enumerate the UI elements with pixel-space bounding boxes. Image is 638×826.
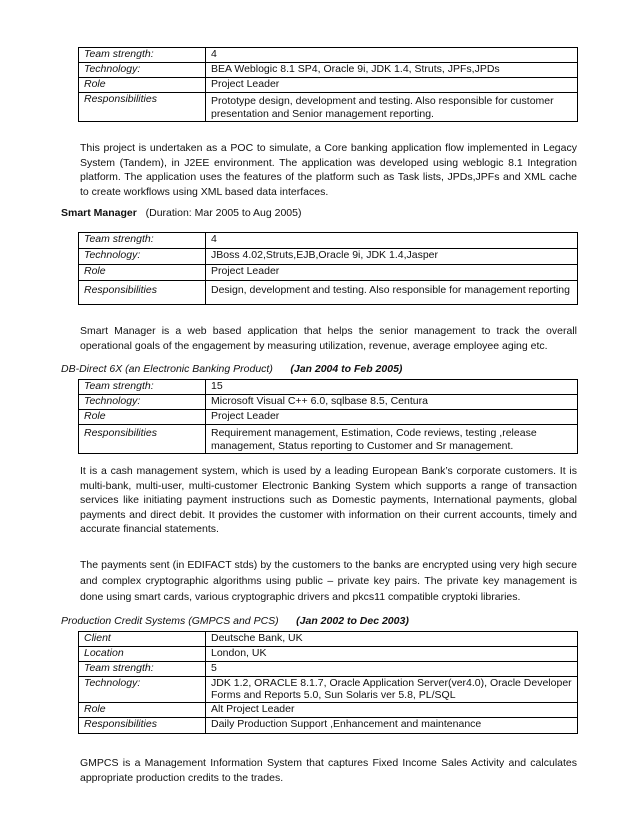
row-value: JDK 1.2, ORACLE 8.1.7, Oracle Application Server(ver4.0), Oracle Developer Forms and Reports 5.0, Sun Solaris ver 5.8, PL/SQL <box>206 677 578 703</box>
table-row <box>79 93 578 122</box>
row-value: Deutsche Bank, UK <box>206 632 578 647</box>
project-heading-production-credit <box>61 615 409 627</box>
row-value: Prototype design, development and testing. Also responsible for customer presentation and Senior management reporting. <box>206 93 578 122</box>
table-row <box>79 677 578 703</box>
row-label: Technology: <box>79 249 206 265</box>
table-row <box>79 395 578 410</box>
project-heading-db-direct <box>61 363 402 375</box>
row-label: Team strength: <box>79 233 206 249</box>
row-value: 15 <box>206 380 578 395</box>
row-label: Team strength: <box>79 662 206 677</box>
row-label: Team strength: <box>79 48 206 63</box>
project-duration: (Jan 2004 to Feb 2005) <box>290 363 403 375</box>
row-value: Alt Project Leader <box>206 703 578 718</box>
row-value: BEA Weblogic 8.1 SP4, Oracle 9i, JDK 1.4, Struts, JPFs,JPDs <box>206 63 578 78</box>
row-label: Responsibilities <box>79 718 206 734</box>
table-row <box>79 78 578 93</box>
row-value: Microsoft Visual C++ 6.0, sqlbase 8.5, Centura <box>206 395 578 410</box>
row-label: Responsibilities <box>79 93 206 122</box>
table-row <box>79 410 578 425</box>
project-details-table-3 <box>78 379 578 454</box>
table-row <box>79 662 578 677</box>
table-row <box>79 48 578 63</box>
row-label: Team strength: <box>79 380 206 395</box>
row-value: JBoss 4.02,Struts,EJB,Oracle 9i, JDK 1.4,Jasper <box>206 249 578 265</box>
project-duration: (Jan 2002 to Dec 2003) <box>296 615 409 627</box>
row-label: Role <box>79 265 206 281</box>
table-row <box>79 380 578 395</box>
row-value: 4 <box>206 48 578 63</box>
row-label: Role <box>79 410 206 425</box>
row-value: Daily Production Support ,Enhancement and maintenance <box>206 718 578 734</box>
row-label: Client <box>79 632 206 647</box>
table-row <box>79 632 578 647</box>
row-label: Role <box>79 78 206 93</box>
project-duration: (Duration: Mar 2005 to Aug 2005) <box>145 207 302 219</box>
row-value: London, UK <box>206 647 578 662</box>
row-label: Technology: <box>79 63 206 78</box>
row-label: Technology: <box>79 677 206 703</box>
table-row <box>79 703 578 718</box>
project-details-table-4 <box>78 631 578 734</box>
project-details-table-1 <box>78 47 578 122</box>
row-value: Project Leader <box>206 410 578 425</box>
table-row <box>79 233 578 249</box>
row-label: Responsibilities <box>79 425 206 454</box>
table-row <box>79 63 578 78</box>
row-value: Project Leader <box>206 78 578 93</box>
project-heading-smart-manager <box>61 207 301 219</box>
project-description-paragraph: GMPCS is a Management Information System that captures Fixed Income Sales Activity and calculates appropriate production credits to the trades. <box>80 757 577 784</box>
row-value: 4 <box>206 233 578 249</box>
row-label: Location <box>79 647 206 662</box>
project-title: Smart Manager <box>61 207 137 219</box>
project-description-paragraph: This project is undertaken as a POC to simulate, a Core banking application flow implemented in Legacy System (Tandem), in J2EE environment. The application was developed using weblogic 8.1 Integration platform. The application uses the features of the platform such as Task lists, JPDs,JPFs and XML cache to create workflows using XML based data interfaces. <box>80 142 577 198</box>
table-row <box>79 265 578 281</box>
row-value: Requirement management, Estimation, Code reviews, testing ,release management, Status reporting to Customer and Sr management. <box>206 425 578 454</box>
row-value: 5 <box>206 662 578 677</box>
row-label: Technology: <box>79 395 206 410</box>
table-row <box>79 249 578 265</box>
project-details-table-2 <box>78 232 578 305</box>
row-value-text: Design, development and testing. Also responsible for management reporting <box>211 284 570 296</box>
table-row <box>79 647 578 662</box>
table-row <box>79 281 578 305</box>
project-title: Production Credit Systems (GMPCS and PCS) <box>61 615 279 627</box>
row-label: Responsibilities <box>79 281 206 305</box>
table-row <box>79 718 578 734</box>
project-description-paragraph: The payments sent (in EDIFACT stds) by the customers to the banks are encrypted using very high secure and complex cryptographic algorithms using public – private key pairs. The private key management is done using smart cards, various cryptographic drivers and pkcs11 compatible cryptoki libraries. <box>80 559 577 603</box>
project-title: DB-Direct 6X (an Electronic Banking Product) <box>61 363 273 375</box>
row-label: Role <box>79 703 206 718</box>
table-row <box>79 425 578 454</box>
row-value <box>206 281 578 305</box>
project-description-paragraph: Smart Manager is a web based application that helps the senior management to track the overall operational goals of the engagement by measuring utilization, revenue, average employee aging etc. <box>80 325 577 352</box>
project-description-paragraph: It is a cash management system, which is used by a leading European Bank’s corporate customers. It is multi-bank, multi-user, multi-customer Electronic Banking System which supports a range of transaction services like initiating payment instructions such as Domestic payments, International payments, global payments and direct debit. It provides the customer with information on their current accounts, timely and accurate financial statements. <box>80 465 577 536</box>
row-value: Project Leader <box>206 265 578 281</box>
